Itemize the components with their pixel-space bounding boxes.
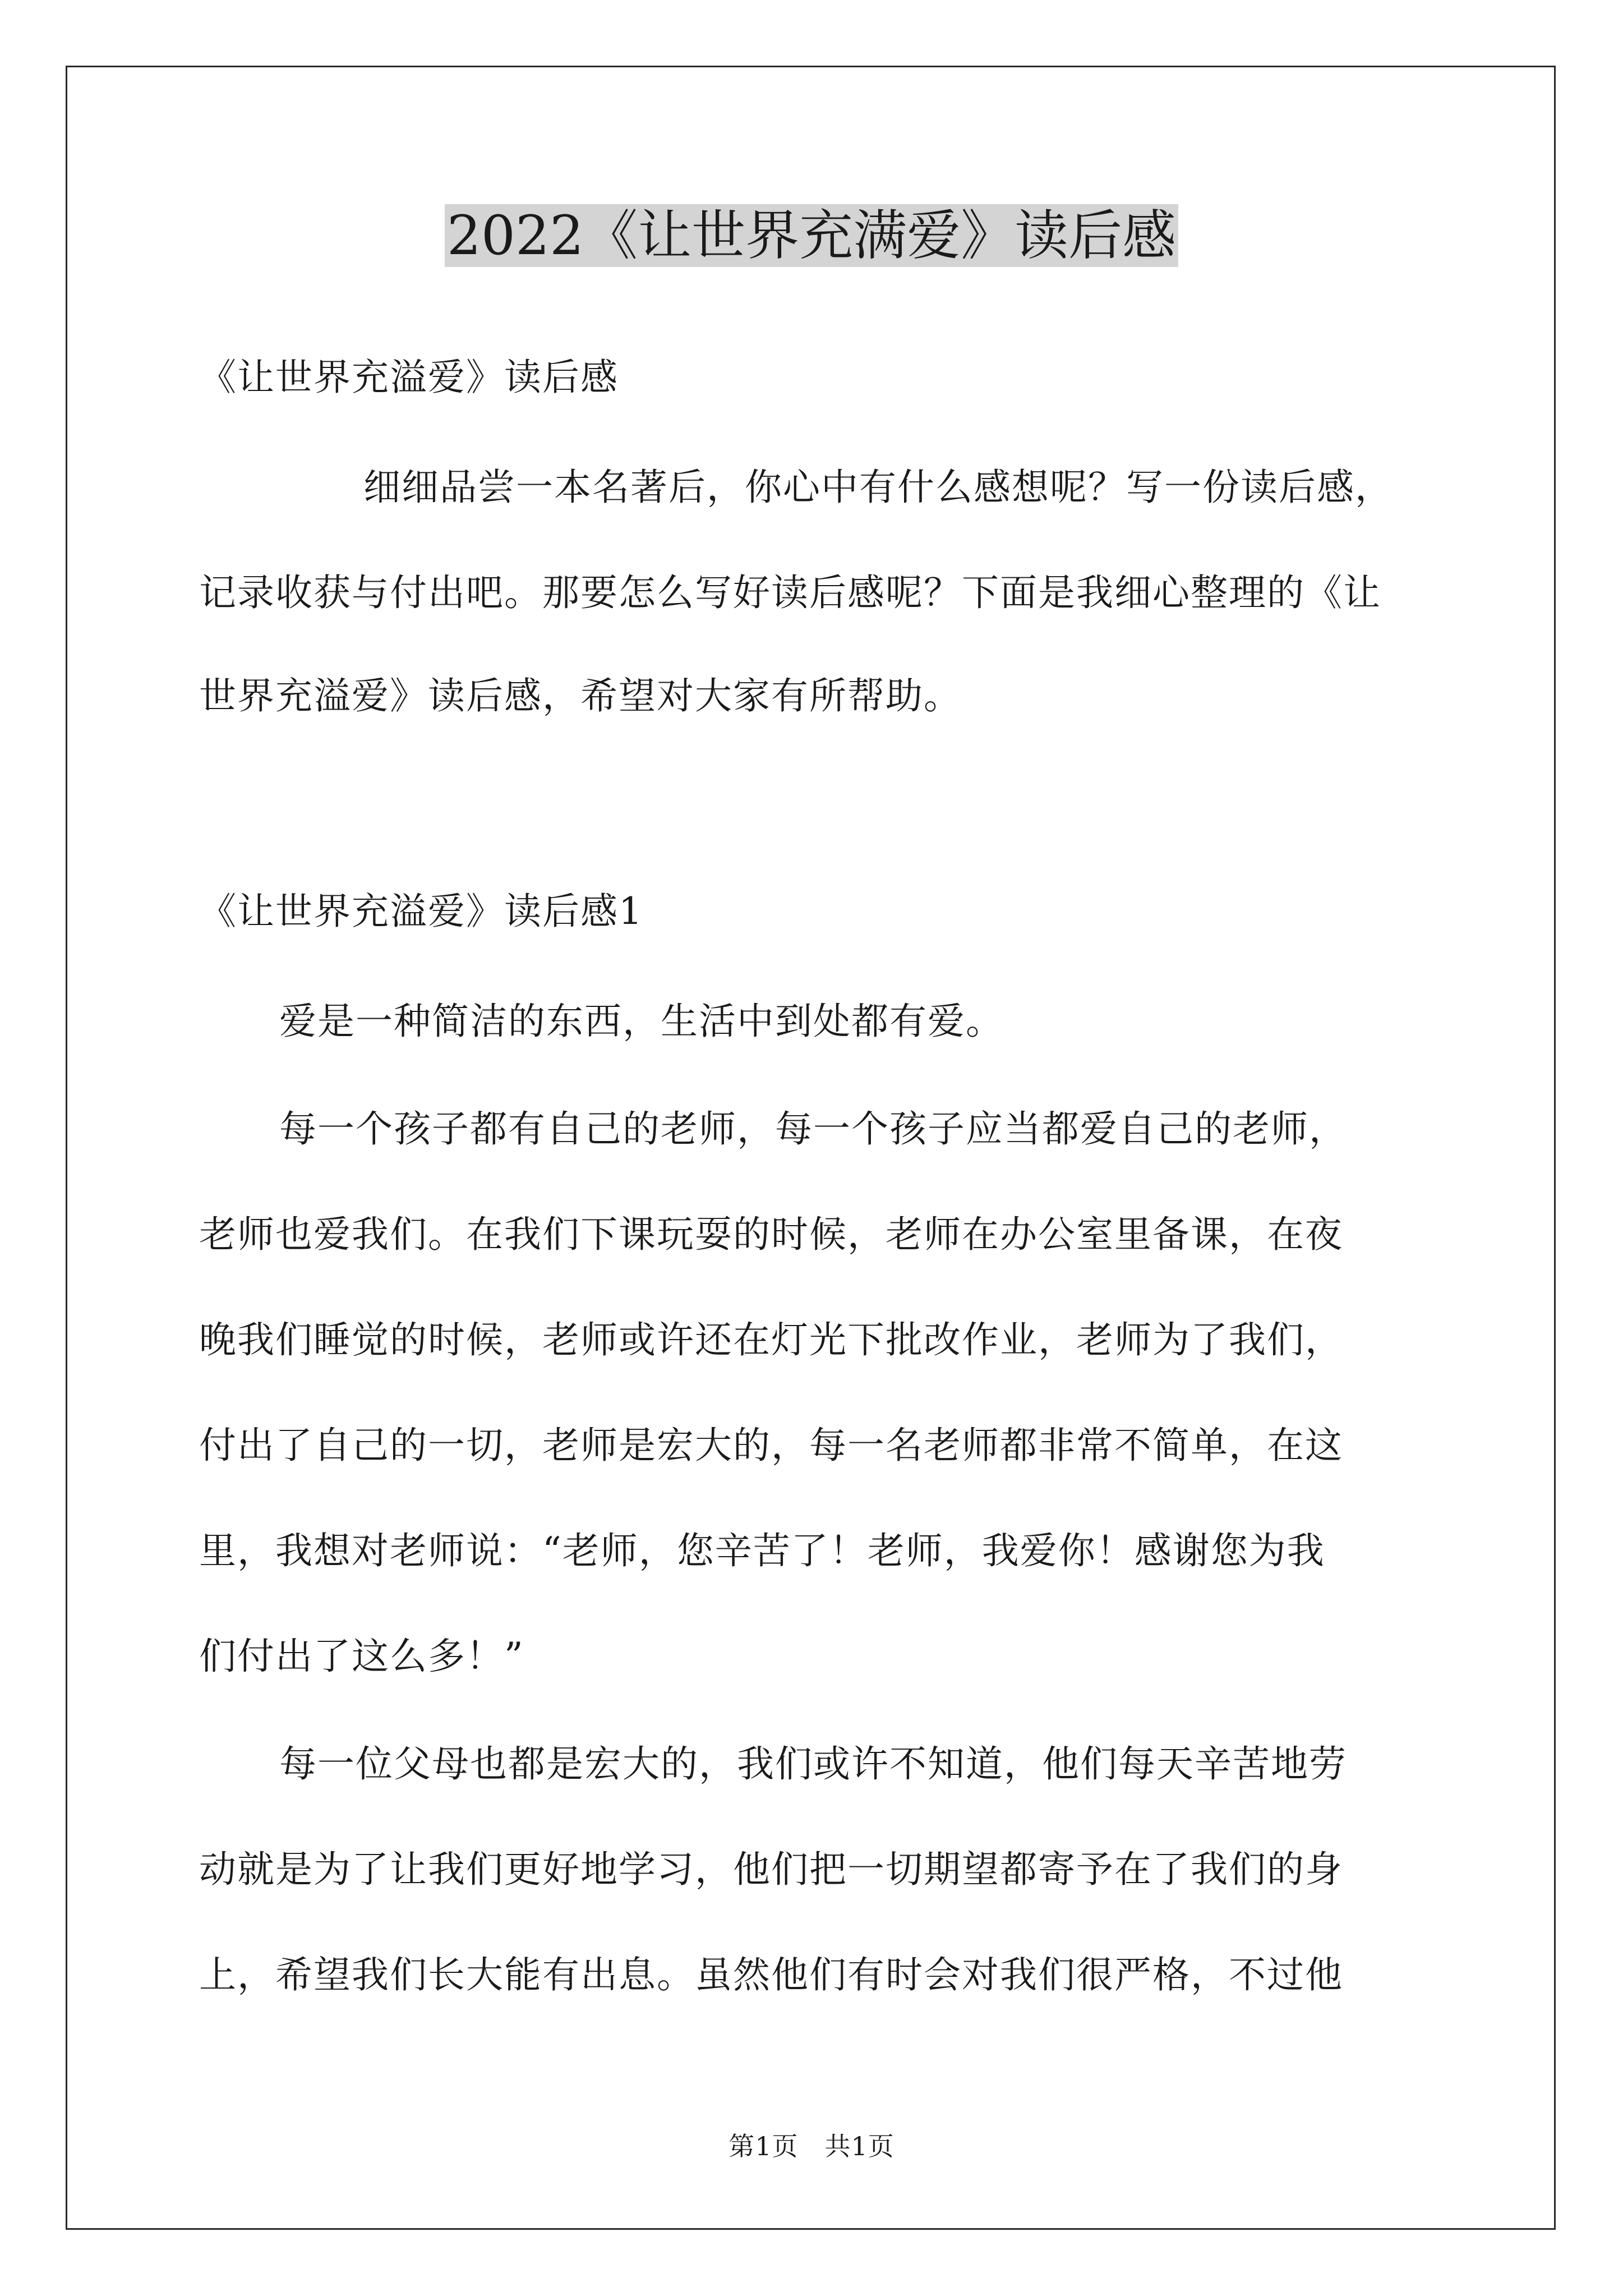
subtitle: 《让世界充溢爱》读后感 — [199, 356, 619, 399]
paragraph-line: 们付出了这么多！” — [199, 1635, 524, 1678]
document-title: 2022《让世界充满爱》读后感 — [0, 196, 1623, 275]
paragraph-line: 晚我们睡觉的时候，老师或许还在灯光下批改作业，老师为了我们， — [199, 1318, 1343, 1361]
paragraph-line: 动就是为了让我们更好地学习，他们把一切期望都寄予在了我们的身 — [199, 1848, 1343, 1891]
paragraph-line: 记录收获与付出吧。那要怎么写好读后感呢？下面是我细心整理的《让 — [199, 571, 1381, 614]
paragraph-line: 里，我想对老师说：“老师，您辛苦了！老师，我爱你！感谢您为我 — [199, 1529, 1325, 1572]
paragraph-line: 世界充溢爱》读后感，希望对大家有所帮助。 — [199, 674, 962, 717]
paragraph-line: 爱是一种简洁的东西，生活中到处都有爱。 — [279, 1000, 1004, 1043]
paragraph-line: 每一个孩子都有自己的老师，每一个孩子应当都爱自己的老师， — [279, 1107, 1347, 1151]
paragraph-line: 老师也爱我们。在我们下课玩耍的时候，老师在办公室里备课，在夜 — [199, 1213, 1343, 1256]
paragraph-line: 细细品尝一本名著后，你心中有什么感想呢？写一份读后感， — [363, 466, 1393, 509]
paragraph-line: 付出了自己的一切，老师是宏大的，每一名老师都非常不简单，在这 — [199, 1424, 1343, 1467]
paragraph-line: 上，希望我们长大能有出息。虽然他们有时会对我们很严格，不过他 — [199, 1953, 1343, 1996]
page-footer: 第1页 共1页 — [728, 2131, 895, 2161]
paragraph-line: 每一位父母也都是宏大的，我们或许不知道，他们每天辛苦地劳 — [279, 1742, 1347, 1786]
section-heading: 《让世界充溢爱》读后感1 — [199, 890, 643, 933]
